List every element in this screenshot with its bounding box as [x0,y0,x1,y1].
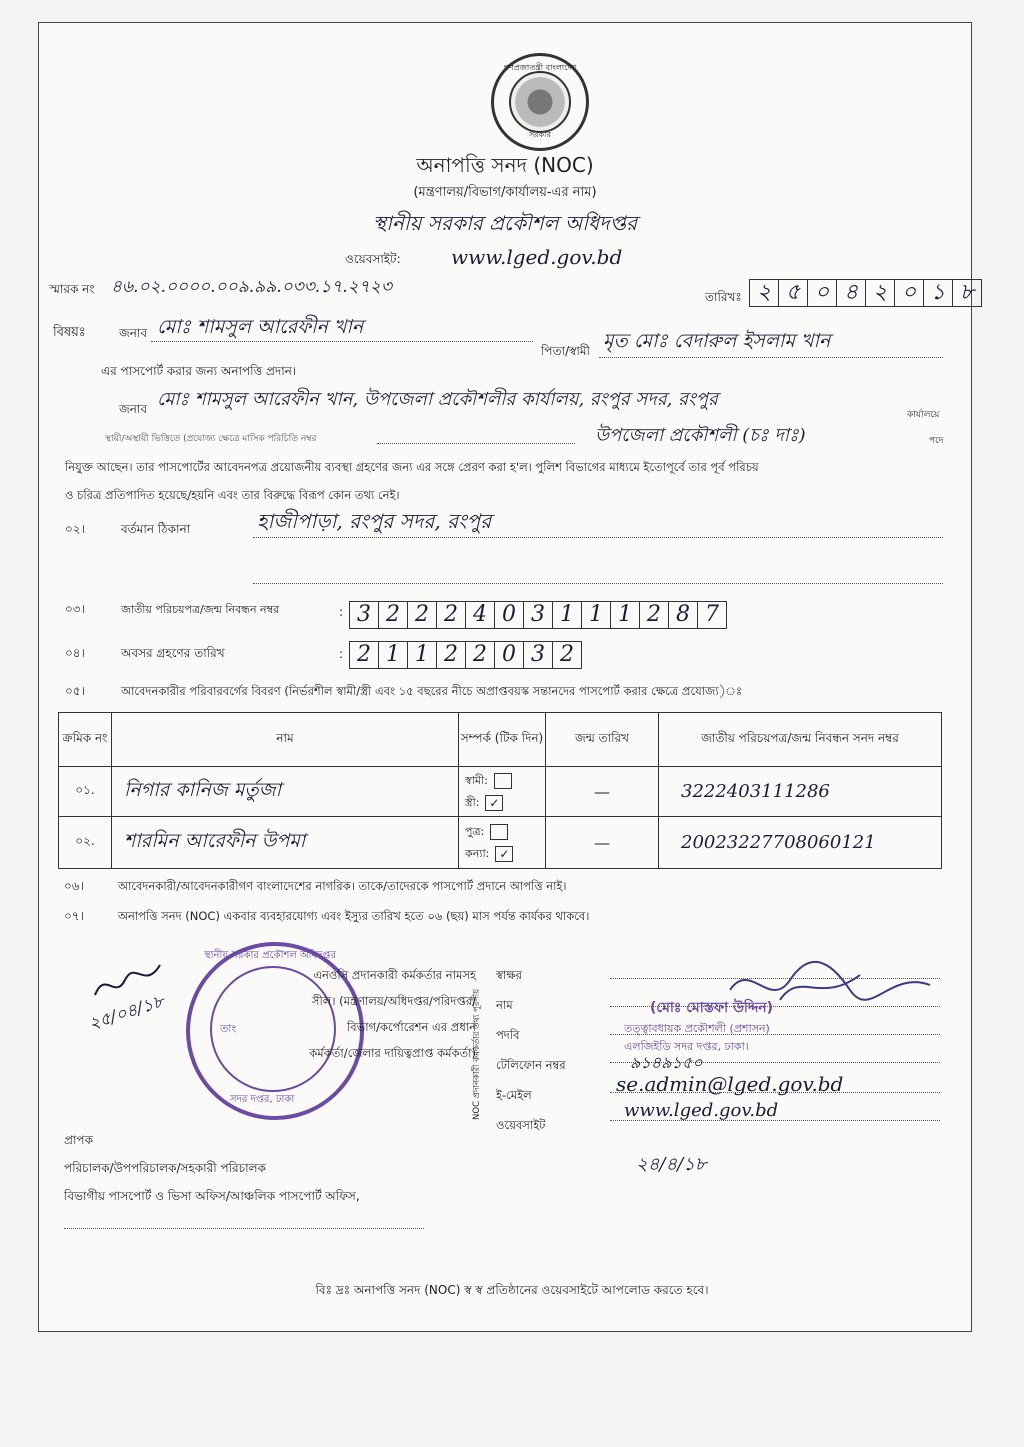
handwritten-date-right: ২৪/৪/১৮ [636,1154,707,1175]
digit-box: 4 [466,602,495,628]
family-member-name: শারমিন আরেফীন উপমা [112,817,459,869]
family-label: আবেদনকারীর পরিবারবর্গের বিবরণ (নির্ভরশীল স্বামী/স্ত্রী এবং ১৫ বছরের নীচে অপ্রাপ্তবয়স্ক সন্তানদের পাসপোর্ট করার ক্ষেত্রে প্রযোজ্য)ঃ [121,684,743,698]
recipient-line1: পরিচালক/উপপরিচালক/সহকারী পরিচালক [64,1161,266,1175]
nid-label: জাতীয় পরিচয়পত্র/জন্ম নিবন্ধন নম্বর [121,603,280,616]
digit-box: ০ [808,280,837,306]
signature-field-label: নাম [496,998,513,1012]
digit-box: 2 [466,642,495,668]
officer-signature-icon [720,950,940,1020]
digit-box: ৪ [837,280,866,306]
handwritten-date-left: ২৫/০৪/১৮ [86,991,167,1035]
digit-box: 1 [582,602,611,628]
signature-field-label: পদবি [496,1028,520,1042]
digit-box: 3 [524,602,553,628]
digit-box: 3 [524,642,553,668]
page-subtitle: (মন্ত্রণালয়/বিভাগ/কার্যালয়-এর নাম) [413,185,597,200]
digit-box: 1 [553,602,582,628]
family-member-nid: 20023227708060121 [659,817,942,869]
memo-label: স্মারক নং [49,282,95,296]
noc-page: গণপ্রজাতন্ত্রী বাংলাদেশ সরকার অনাপত্তি সনদ (NOC) (মন্ত্রণালয়/বিভাগ/কার্যালয়-এর নাম) স্থানীয় সরকার প্রকৌশল অধিদপ্তর ওয়েবসাইট: www.lged.gov.bd স্মারক নং ৪৬.০২.০০০০.০০৯.৯৯.০৩৩.১৭.২৭২৩ তারিখঃ ২ ৫ ০ ৪ ২ ০ ১ ৮ বিষয়ঃ জনাব মোঃ শামসুল আরেফীন খান পিতা/স্বামী মৃত মোঃ বেদারুল ইসলাম খান এর পাসপোর্ট করার জন্য অনাপত্তি প্রদান। জনাব মোঃ শামসুল আরেফীন খান, উপজেলা প্রকৌশলীর কার্যালয়, রংপুর সদর, রংপুর কার্যালয়ে স্থায়ী/অস্থায়ী ভিত্তিতে (প্রযোজ্য ক্ষেত্রে মাসিক পরিচিতি নম্বর উপজেলা প্রকৌশলী (চঃ দাঃ) পদে নিযুক্ত আছেন। তার পাসপোর্টের আবেদনপত্র প্রয়োজনীয় ব্যবস্থা গ্রহণের জন্য এর সঙ্গে প্রেরণ করা হ'ল। পুলিশ বিভাগের মাধ্যমে ইতোপূর্বে তার পূর্ব পরিচয় ও চরিত্র প্রতিপাদিত হয়েছে/হয়নি এবং তার বিরুদ্ধে বিরূপ কোন তথ্য নেই। ০২। বর্তমান ঠিকানা হাজীপাড়া, রংপুর সদর, রংপুর ০৩। জাতীয় পরিচয়পত্র/জন্ম নিবন্ধন নম্বর : 3 2 2 2 4 0 3 1 1 1 2 8 7 ০৪। অবসর গ্রহণের তারিখ : 2 1 1 2 2 0 3 2 ০৫। আবেদনকারীর পরিবারবর্গের বিবরণ (নির্ভরশীল স্বামী/স্ত্রী এবং ১৫ বছরের নীচে অপ্রাপ্তবয়স্ক সন্তানদের পাসপোর্ট করার ক্ষেত্রে প্রযোজ্য)ঃ [38,22,972,1332]
address-label: বর্তমান ঠিকানা [121,522,191,536]
digit-box: 2 [408,602,437,628]
officer-designation-stamp: তত্ত্বাবধায়ক প্রকৌশলী (প্রশাসন) [624,1022,770,1035]
digit-box: ৫ [779,280,808,306]
digit-box: 2 [379,602,408,628]
header-name: নাম [112,713,459,767]
memo-value: ৪৬.০২.০০০০.০০৯.৯৯.০৩৩.১৭.২৭২৩ [111,277,392,297]
applicant-name: মোঃ শামসুল আরেফীন খান [157,316,364,338]
website-value: www.lged.gov.bd [451,245,623,269]
header-dob: জন্ম তারিখ [546,713,659,767]
person-office: মোঃ শামসুল আরেফীন খান, উপজেলা প্রকৌশলীর কার্যালয়, রংপুর সদর, রংপুর [157,389,718,410]
subject-label: বিষয়ঃ [53,325,86,340]
officer-office-stamp: এলজিইডি সদর দপ্তর, ঢাকা। [624,1040,749,1053]
stamp-date-label: তাং [220,1022,237,1035]
header-relation: সম্পর্ক (টিক দিন) [459,713,546,767]
vertical-note: NOC প্রদানকারী কর্মকর্তার তথ্য পূরণীয় [472,988,482,1120]
family-table [58,712,942,869]
digit-box: 1 [611,602,640,628]
retirement-label: অবসর গ্রহণের তারিখ [121,646,225,660]
office-suffix: কার্যালয়ে [907,410,940,420]
header-nid: জাতীয় পরিচয়পত্র/জন্ম নিবন্ধন সনদ নম্বর [659,713,942,767]
digit-box: 7 [705,602,719,627]
field-05-number: ০৫। [65,684,85,698]
officer-email: se.admin@lged.gov.bd [616,1072,844,1096]
recipient-line2: বিভাগীয় পাসপোর্ট ও ভিসা অফিস/আঞ্চলিক পাসপোর্ট অফিস, [64,1189,360,1203]
digit-box: ২ [866,280,895,306]
header-serial: ক্রমিক নং [59,713,112,767]
recipient-label: প্রাপক [64,1133,93,1147]
website-label: ওয়েবসাইট: [345,252,401,266]
seal-text-bottom: সরকার [528,130,551,139]
digit-box: 0 [495,602,524,628]
office-name: স্থানীয় সরকার প্রকৌশল অধিদপ্তর [372,211,638,235]
body-janab: জনাব [119,402,148,416]
field-02-number: ০২। [65,522,85,536]
seal-text-top: গণপ্রজাতন্ত্রী বাংলাদেশ [503,63,577,72]
field-03-number: ০৩। [65,602,85,616]
officer-name-stamp: (মোঃ মোস্তফা উদ্দিন) [650,1000,774,1016]
digit-box: 1 [408,642,437,668]
footer-note: বিঃ দ্রঃ অনাপত্তি সনদ (NOC) স্ব স্ব প্রতিষ্ঠানের ওয়েবসাইটে আপলোড করতে হবে। [315,1283,709,1297]
address-value: হাজীপাড়া, রংপুর সদর, রংপুর [257,509,492,533]
digit-box: 1 [379,642,408,668]
digit-box: 2 [640,602,669,628]
post-suffix: পদে [929,436,944,446]
statement-07-number: ০৭। [64,909,84,923]
signature-field-label: স্বাক্ষর [496,968,522,982]
body-line3: নিযুক্ত আছেন। তার পাসপোর্টের আবেদনপত্র প্রয়োজনীয় ব্যবস্থা গ্রহণের জন্য এর সঙ্গে প্রেরণ করা হ'ল। পুলিশ বিভাগের মাধ্যমে ইতোপূর্বে তার পূর্ব পরিচয় [65,460,759,474]
family-member-name: নিগার কানিজ মর্তুজা [112,767,459,817]
stamp-bottom: সদর দপ্তর, ঢাকা [230,1094,295,1105]
statement-06: আবেদনকারী/আবেদনকারীগণ বাংলাদেশের নাগরিক। তাকে/তাদেরকে পাসপোর্ট প্রদানে আপত্তি নাই। [118,879,567,893]
digit-box: 3 [350,602,379,628]
table-row: ০২. শারমিন আরেফীন উপমা পুত্র: কন্যা: ✓ — 20023227708060121 [59,817,942,869]
checkbox: ✓ [495,846,513,862]
table-row: ০১. নিগার কানিজ মর্তুজা স্বামী: স্ত্রী: ✓ — 3222403111286 [59,767,942,817]
stamp-text: স্থানীয় সরকার প্রকৌশল অধিদপ্তর [204,950,337,961]
digit-box: 0 [495,642,524,668]
father-name: মৃত মোঃ বেদারুল ইসলাম খান [603,330,831,352]
field-04-number: ০৪। [65,646,85,660]
officer-website: www.lged.gov.bd [624,1100,779,1121]
statement-06-number: ০৬। [64,879,84,893]
statement-07: অনাপত্তি সনদ (NOC) একবার ব্যবহারযোগ্য এবং ইস্যুর তারিখ হতে ০৬ (ছয়) মাস পর্যন্ত কার্যকর থাকবে। [118,909,590,923]
digit-box: ১ [924,280,953,306]
nid-boxes [349,601,727,629]
page-title: অনাপত্তি সনদ (NOC) [416,153,594,177]
issue-date-boxes [749,279,982,307]
government-seal-icon [491,53,589,151]
retirement-boxes [349,641,582,669]
body-line4: ও চরিত্র প্রতিপাদিত হয়েছে/হয়নি এবং তার বিরুদ্ধে বিরূপ কোন তথ্য নেই। [65,488,400,502]
subject-line2: এর পাসপোর্ট করার জন্য অনাপত্তি প্রদান। [101,364,297,378]
signature-labels [496,960,566,1140]
digit-box: ৮ [959,280,975,305]
digit-box: ২ [750,280,779,306]
digit-box: 2 [560,642,574,667]
checkbox [490,824,508,840]
designation: উপজেলা প্রকৌশলী (চঃ দাঃ) [595,425,806,446]
family-member-nid: 3222403111286 [659,767,942,817]
checkbox [494,773,512,789]
signature-field-label: ই-মেইল [496,1088,532,1102]
initial-signature-icon [90,960,180,1010]
date-label: তারিখঃ [705,290,742,304]
signature-field-label: টেলিফোন নম্বর [496,1058,566,1072]
father-label: পিতা/স্বামী [541,344,590,358]
officer-phone: ৯১৪৯১৫০ [630,1053,703,1072]
checkbox: ✓ [485,795,503,811]
digit-box: ০ [895,280,924,306]
digit-box: 8 [669,602,698,628]
officer-seal-note: এনওসি প্রদানকারী কর্মকর্তার নামসহ সীল। (মন্ত্রণালয়/অধিদপ্তর/পরিদপ্তর/ বিভাগ/কর্পোরেশন এর প্রধান কর্মকর্তা/জেলার দায়িত্বপ্রাপ্ত কর্মকর্তা) [309,968,476,1060]
subject-janab: জনাব [119,326,148,340]
digit-box: 2 [350,642,379,668]
digit-box: 2 [437,642,466,668]
body-line2-prefix: স্থায়ী/অস্থায়ী ভিত্তিতে (প্রযোজ্য ক্ষেত্রে মাসিক পরিচিতি নম্বর [105,434,317,444]
digit-box: 2 [437,602,466,628]
signature-field-label: ওয়েবসাইট [496,1118,546,1132]
